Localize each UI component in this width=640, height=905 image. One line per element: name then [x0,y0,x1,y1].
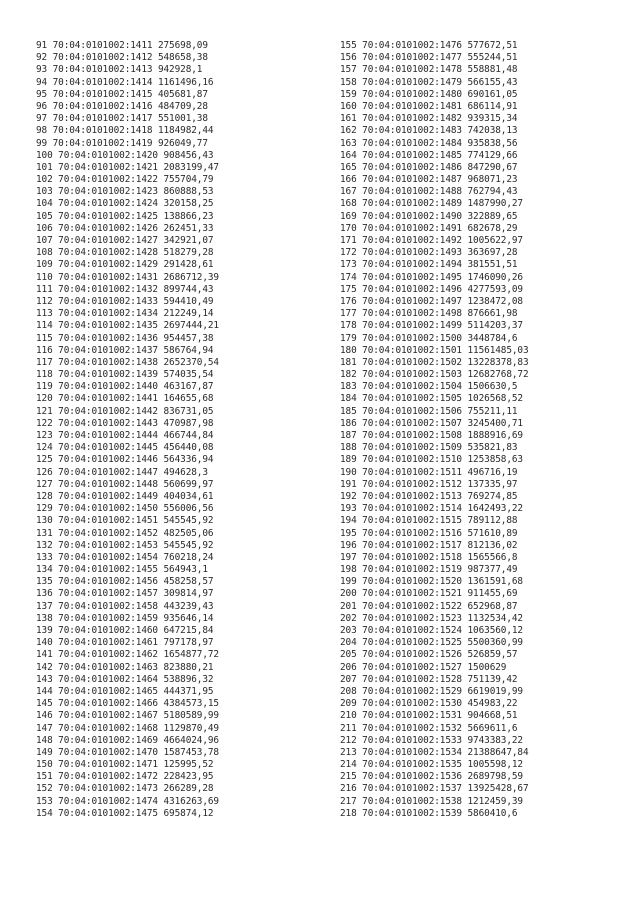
table-row: 143 70:04:0101002:1464 538896,32 [36,673,214,685]
table-row: 174 70:04:0101002:1495 1746090,26 [340,271,523,283]
table-row: 123 70:04:0101002:1444 466744,84 [36,430,214,441]
table-row: 189 70:04:0101002:1510 1253858,63 [340,454,523,466]
right-column [340,40,529,820]
table-row: 157 70:04:0101002:1478 558881,48 [340,64,518,76]
table-row: 214 70:04:0101002:1535 1005598,12 [340,759,523,771]
table-row: 110 70:04:0101002:1431 2686712,39 [36,271,219,283]
table-row: 121 70:04:0101002:1442 836731,05 [36,405,214,417]
table-row: 191 70:04:0101002:1512 137335,97 [340,478,518,490]
table-row: 135 70:04:0101002:1456 458258,57 [36,576,214,588]
table-row: 159 70:04:0101002:1480 690161,05 [340,88,518,100]
table-row: 205 70:04:0101002:1526 526859,57 [340,649,518,661]
table-row: 212 70:04:0101002:1533 9743383,22 [340,734,523,746]
table-row: 211 70:04:0101002:1532 5669611,6 [340,722,518,734]
table-row: 96 70:04:0101002:1416 484709,28 [36,100,208,112]
table-row: 105 70:04:0101002:1425 138866,23 [36,210,214,222]
table-row: 200 70:04:0101002:1521 911455,69 [340,588,518,600]
table-row: 116 70:04:0101002:1437 586764,94 [36,344,214,356]
table-row: 179 70:04:0101002:1500 3448784,6 [340,332,518,344]
table-row: 208 70:04:0101002:1529 6619019,99 [340,685,523,697]
table-row: 217 70:04:0101002:1538 1212459,39 [340,795,523,807]
table-row: 120 70:04:0101002:1441 164655,68 [36,393,214,405]
table-row: 207 70:04:0101002:1528 751139,42 [340,673,518,685]
table-row: 93 70:04:0101002:1413 942928,1 [36,64,203,76]
table-row: 161 70:04:0101002:1482 939315,34 [340,113,518,125]
table-row: 199 70:04:0101002:1520 1361591,68 [340,576,523,588]
table-row: 153 70:04:0101002:1474 4316263,69 [36,795,219,807]
table-row: 119 70:04:0101002:1440 463167,87 [36,381,214,393]
table-row: 104 70:04:0101002:1424 320158,25 [36,198,214,210]
table-row: 171 70:04:0101002:1492 1005622,97 [340,235,523,246]
table-row: 177 70:04:0101002:1498 876661,98 [340,308,518,320]
table-row: 144 70:04:0101002:1465 444371,95 [36,685,214,697]
table-row: 158 70:04:0101002:1479 566155,43 [340,76,518,88]
table-row: 95 70:04:0101002:1415 405681,87 [36,88,208,100]
left-column [36,40,219,820]
table-row: 172 70:04:0101002:1493 363697,28 [340,247,518,259]
table-row: 97 70:04:0101002:1417 551001,38 [36,113,208,125]
table-row: 204 70:04:0101002:1525 5500360,99 [340,637,523,649]
table-row: 132 70:04:0101002:1453 545545,92 [36,539,214,551]
table-row: 140 70:04:0101002:1461 797178,97 [36,637,214,649]
table-row: 218 70:04:0101002:1539 5860410,6 [340,807,518,819]
table-row: 194 70:04:0101002:1515 789112,88 [340,515,518,527]
table-row: 149 70:04:0101002:1470 1587453,78 [36,746,219,758]
table-row: 206 70:04:0101002:1527 1500629 [340,661,507,673]
table-row: 188 70:04:0101002:1509 535821,83 [340,442,518,454]
table-row: 129 70:04:0101002:1450 556006,56 [36,503,214,515]
table-row: 100 70:04:0101002:1420 908456,43 [36,149,214,161]
table-row: 169 70:04:0101002:1490 322889,65 [340,210,518,222]
table-row: 146 70:04:0101002:1467 5180589,99 [36,710,219,722]
table-row: 197 70:04:0101002:1518 1565566,8 [340,551,518,563]
table-row: 198 70:04:0101002:1519 987377,49 [340,564,518,576]
table-row: 148 70:04:0101002:1469 4664024,96 [36,734,219,746]
table-row: 164 70:04:0101002:1485 774129,66 [340,149,518,161]
table-row: 185 70:04:0101002:1506 755211,11 [340,405,518,417]
table-row: 209 70:04:0101002:1530 454983,22 [340,698,518,710]
table-row: 99 70:04:0101002:1419 926049,77 [36,137,208,149]
table-row: 128 70:04:0101002:1449 404034,61 [36,490,214,502]
table-row: 108 70:04:0101002:1428 518279,28 [36,247,214,259]
table-row: 163 70:04:0101002:1484 935838,56 [340,137,518,149]
table-row: 156 70:04:0101002:1477 555244,51 [340,52,518,64]
table-row: 168 70:04:0101002:1489 1487990,27 [340,198,523,210]
table-row: 107 70:04:0101002:1427 342921,07 [36,235,214,246]
table-row: 139 70:04:0101002:1460 647215,84 [36,625,214,636]
table-row: 125 70:04:0101002:1446 564336,94 [36,454,214,466]
table-row: 210 70:04:0101002:1531 904668,51 [340,710,518,722]
table-row: 113 70:04:0101002:1434 212249,14 [36,308,214,320]
table-row: 155 70:04:0101002:1476 577672,51 [340,40,518,51]
table-row: 162 70:04:0101002:1483 742038,13 [340,125,518,137]
table-row: 195 70:04:0101002:1516 571610,89 [340,527,518,539]
table-row: 127 70:04:0101002:1448 560699,97 [36,478,214,490]
table-row: 175 70:04:0101002:1496 4277593,09 [340,283,523,295]
table-row: 170 70:04:0101002:1491 682678,29 [340,222,518,234]
table-row: 134 70:04:0101002:1455 564943,1 [36,564,208,576]
table-row: 182 70:04:0101002:1503 12682768,72 [340,369,529,381]
table-row: 138 70:04:0101002:1459 935646,14 [36,612,214,624]
table-row: 190 70:04:0101002:1511 496716,19 [340,466,518,478]
table-row: 133 70:04:0101002:1454 760218,24 [36,551,214,563]
table-row: 142 70:04:0101002:1463 823880,21 [36,661,214,673]
table-row: 98 70:04:0101002:1418 1184982,44 [36,125,214,137]
table-row: 203 70:04:0101002:1524 1063560,12 [340,625,523,636]
table-row: 151 70:04:0101002:1472 228423,95 [36,771,214,783]
table-row: 216 70:04:0101002:1537 13925428,67 [340,783,529,795]
table-row: 154 70:04:0101002:1475 695874,12 [36,807,214,819]
table-row: 166 70:04:0101002:1487 968071,23 [340,174,518,186]
table-row: 186 70:04:0101002:1507 3245400,71 [340,417,523,429]
table-row: 145 70:04:0101002:1466 4384573,15 [36,698,219,710]
table-row: 187 70:04:0101002:1508 1888916,69 [340,430,523,441]
table-row: 92 70:04:0101002:1412 548658,38 [36,52,208,64]
table-row: 117 70:04:0101002:1438 2652370,54 [36,356,219,368]
table-row: 122 70:04:0101002:1443 470987,98 [36,417,214,429]
table-row: 215 70:04:0101002:1536 2689798,59 [340,771,523,783]
table-row: 181 70:04:0101002:1502 13228378,83 [340,356,529,368]
table-row: 106 70:04:0101002:1426 262451,33 [36,222,214,234]
table-row: 193 70:04:0101002:1514 1642493,22 [340,503,523,515]
table-row: 94 70:04:0101002:1414 1161496,16 [36,76,214,88]
table-row: 152 70:04:0101002:1473 266289,28 [36,783,214,795]
table-row: 91 70:04:0101002:1411 275698,09 [36,40,208,51]
table-row: 192 70:04:0101002:1513 769274,85 [340,490,518,502]
table-row: 160 70:04:0101002:1481 686114,91 [340,100,518,112]
table-row: 114 70:04:0101002:1435 2697444,21 [36,320,219,332]
table-row: 173 70:04:0101002:1494 381551,51 [340,259,518,271]
table-row: 201 70:04:0101002:1522 652968,87 [340,600,518,612]
table-row: 130 70:04:0101002:1451 545545,92 [36,515,214,527]
table-row: 124 70:04:0101002:1445 456440,08 [36,442,214,454]
table-row: 111 70:04:0101002:1432 899744,43 [36,283,214,295]
table-row: 136 70:04:0101002:1457 309814,97 [36,588,214,600]
table-row: 103 70:04:0101002:1423 860888,53 [36,186,214,198]
table-row: 176 70:04:0101002:1497 1238472,08 [340,295,523,307]
table-row: 101 70:04:0101002:1421 2083199,47 [36,161,219,173]
table-row: 141 70:04:0101002:1462 1654877,72 [36,649,219,661]
table-row: 147 70:04:0101002:1468 1129870,49 [36,722,219,734]
table-row: 137 70:04:0101002:1458 443239,43 [36,600,214,612]
table-row: 165 70:04:0101002:1486 847290,67 [340,161,518,173]
table-row: 118 70:04:0101002:1439 574035,54 [36,369,214,381]
table-row: 213 70:04:0101002:1534 21388647,84 [340,746,529,758]
table-row: 167 70:04:0101002:1488 762794,43 [340,186,518,198]
table-row: 180 70:04:0101002:1501 11561485,03 [340,344,529,356]
table-row: 115 70:04:0101002:1436 954457,38 [36,332,214,344]
table-row: 150 70:04:0101002:1471 125995,52 [36,759,214,771]
table-row: 183 70:04:0101002:1504 1506630,5 [340,381,518,393]
table-row: 196 70:04:0101002:1517 812136,02 [340,539,518,551]
table-row: 102 70:04:0101002:1422 755704,79 [36,174,214,186]
table-row: 178 70:04:0101002:1499 5114203,37 [340,320,523,332]
table-row: 184 70:04:0101002:1505 1026568,52 [340,393,523,405]
table-row: 202 70:04:0101002:1523 1132534,42 [340,612,523,624]
table-row: 131 70:04:0101002:1452 482505,06 [36,527,214,539]
table-row: 109 70:04:0101002:1429 291428,61 [36,259,214,271]
table-row: 112 70:04:0101002:1433 594410,49 [36,295,214,307]
table-row: 126 70:04:0101002:1447 494628,3 [36,466,208,478]
